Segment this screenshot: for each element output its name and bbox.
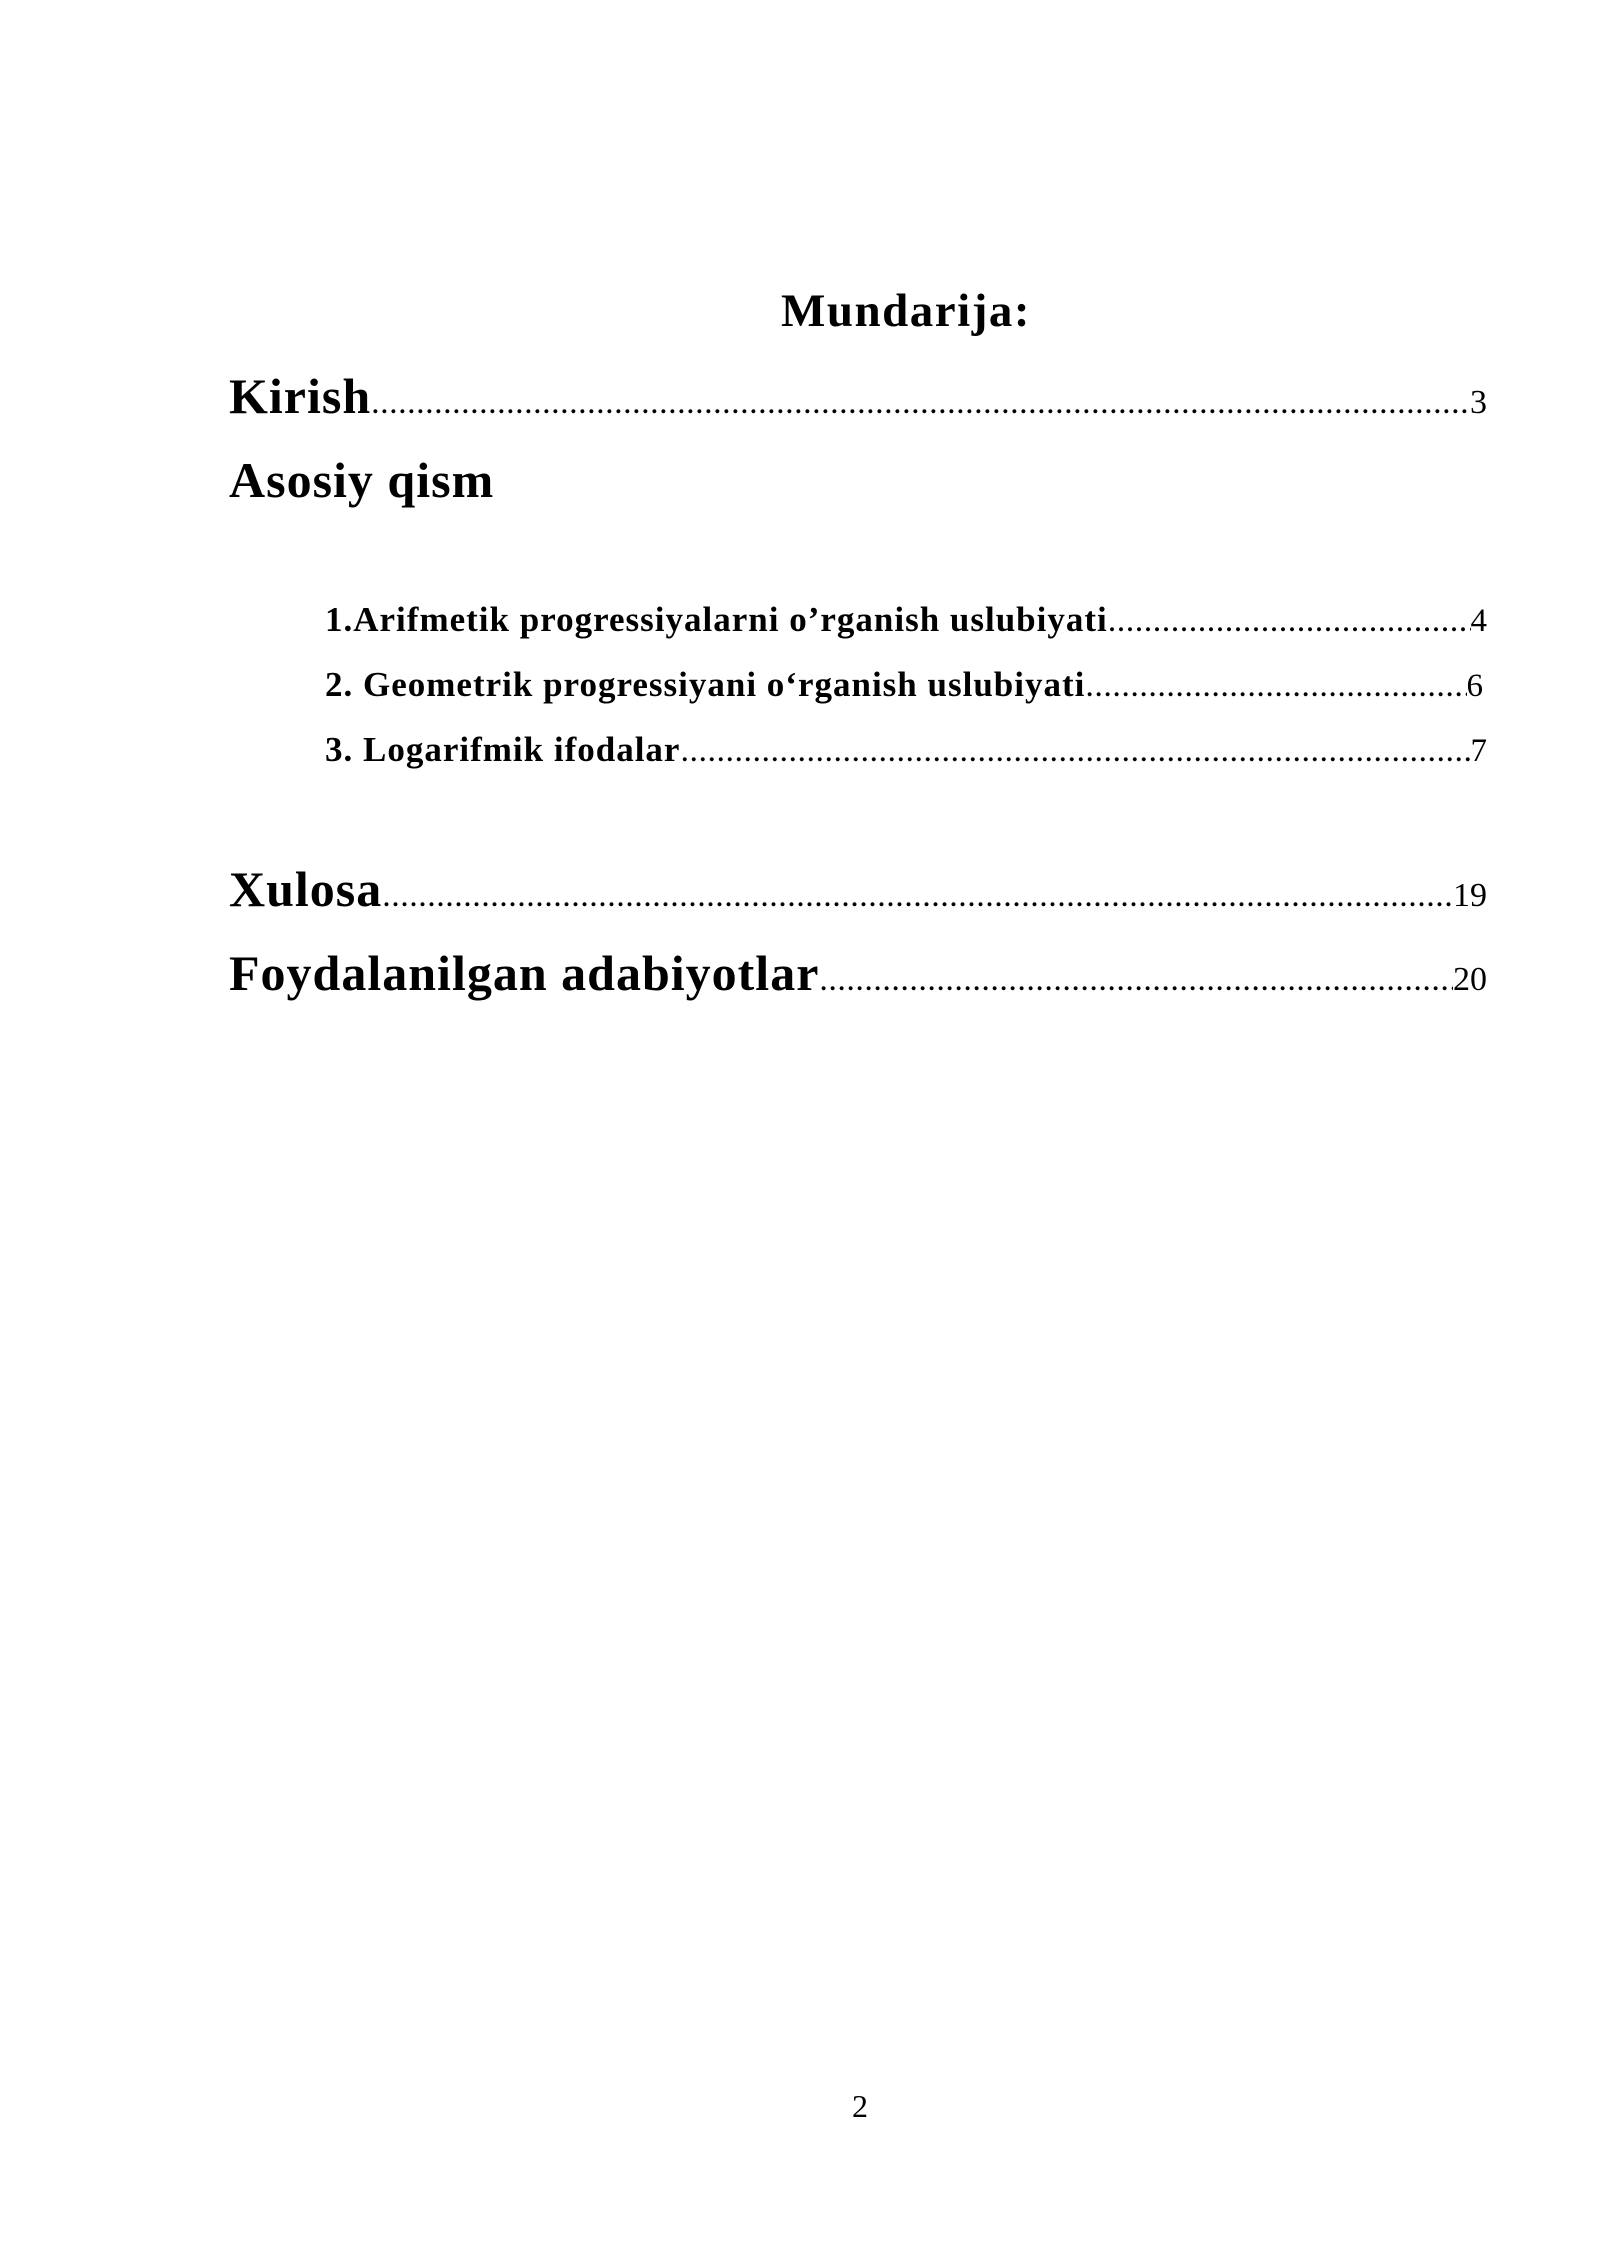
toc-entry-conclusion bbox=[229, 859, 1487, 926]
toc-entry-page: 7 bbox=[1470, 733, 1487, 769]
toc-entry-sub-3 bbox=[325, 728, 1487, 773]
toc-leader-dots bbox=[819, 950, 1453, 1010]
toc-entry-sub-1 bbox=[325, 598, 1487, 643]
toc-entry-label: 2. Geometrik progressiyani o‘rganish uslubiyati bbox=[325, 665, 1086, 704]
toc-entry-page: 20 bbox=[1453, 961, 1487, 998]
toc-leader-dots bbox=[1085, 664, 1466, 708]
toc-leader-dots bbox=[382, 866, 1453, 926]
toc-entry-page: 19 bbox=[1453, 877, 1487, 914]
toc-entry-page: 3 bbox=[1470, 384, 1487, 421]
toc-entry-label: 3. Logarifmik ifodalar bbox=[325, 730, 681, 769]
toc-heading-main-part: Asosiy qism bbox=[229, 452, 495, 508]
toc-entry-page: 6 bbox=[1466, 668, 1483, 704]
toc-entry-intro bbox=[229, 366, 1487, 433]
toc-leader-dots bbox=[371, 373, 1470, 433]
toc-entry-label: Kirish bbox=[229, 368, 372, 424]
toc-entry-sub-2 bbox=[325, 663, 1483, 708]
toc-entry-label: 1.Arifmetik progressiyalarni o’rganish uslubiyati bbox=[325, 600, 1108, 639]
toc-entry-label: Foydalanilgan adabiyotlar bbox=[229, 945, 820, 1001]
toc-entry-page: 4 bbox=[1470, 603, 1487, 639]
toc-leader-dots bbox=[1108, 599, 1471, 643]
toc-entry-references bbox=[229, 943, 1487, 1010]
toc-entry-label: Xulosa bbox=[229, 861, 383, 917]
page-title: Mundarija: bbox=[781, 285, 1031, 337]
page-number: 2 bbox=[852, 2088, 868, 2124]
toc-leader-dots bbox=[680, 729, 1470, 773]
